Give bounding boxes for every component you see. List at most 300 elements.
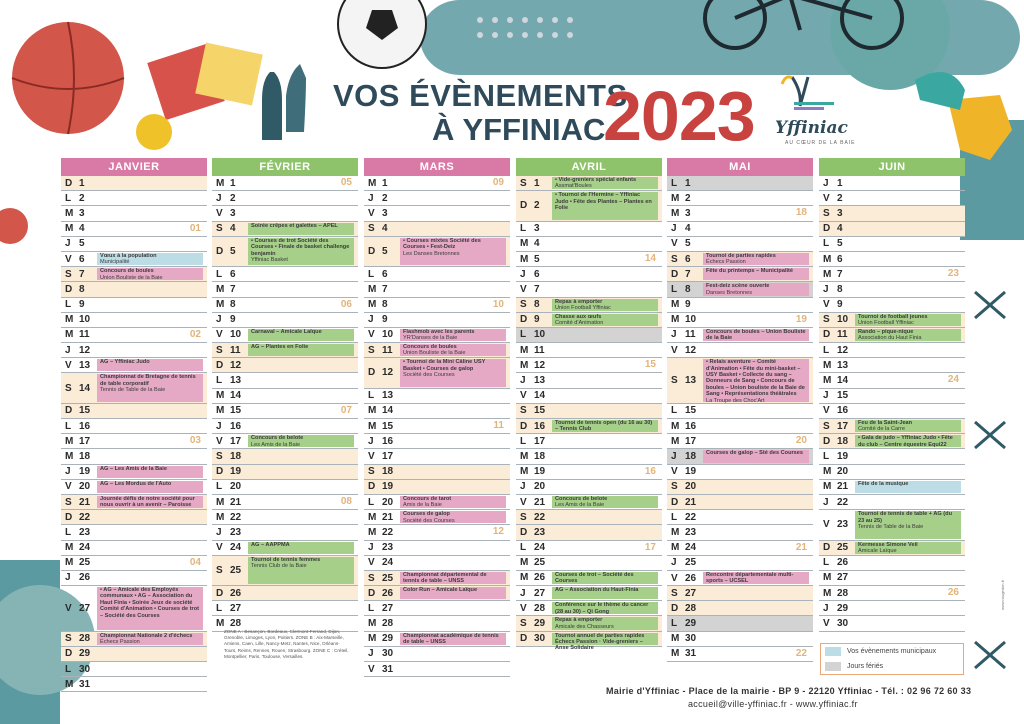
- week-number: 22: [795, 647, 807, 659]
- day-letter: V: [520, 283, 527, 295]
- day-row: [61, 237, 207, 252]
- day-number: 13: [837, 359, 849, 371]
- day-row: [667, 525, 813, 540]
- day-number: 13: [534, 375, 546, 387]
- day-letter: M: [823, 359, 832, 371]
- day-row: [667, 601, 813, 616]
- day-number: 7: [230, 283, 236, 295]
- day-number: 10: [230, 329, 242, 341]
- event-organizer: Yffiniac Basket: [251, 256, 288, 263]
- event-title: • Relais aventure – Comité d'Animation • Fête du mini-basket – USY Basket • Collecte du sang – Donneurs de Sang • Concours de boules – Union bouliste de la Baie de Sang • Représentations théâtrales: [706, 359, 805, 398]
- event-block: [97, 253, 203, 265]
- day-number: 26: [685, 572, 697, 584]
- day-row: [667, 252, 813, 267]
- event-organizer: YR'Danses de la Baie: [403, 335, 458, 342]
- day-letter: V: [823, 618, 830, 630]
- event-block: [855, 511, 961, 538]
- day-number: 11: [382, 344, 393, 356]
- day-letter: V: [65, 481, 72, 493]
- day-row: [212, 206, 358, 221]
- day-number: 16: [230, 420, 242, 432]
- day-letter: M: [823, 375, 832, 387]
- day-number: 12: [837, 344, 849, 356]
- event-organizer: Amicale Laïque: [858, 547, 897, 554]
- day-letter: D: [520, 526, 528, 538]
- day-letter: J: [216, 192, 222, 204]
- day-number: 13: [685, 375, 697, 387]
- event-block: [703, 268, 809, 280]
- event-title: Tournoi de tennis de table + AG (du 23 au 25): [858, 511, 953, 524]
- day-row: [61, 434, 207, 449]
- day-number: 17: [685, 435, 697, 447]
- day-row: [364, 404, 510, 419]
- event-block: [97, 481, 203, 493]
- day-letter: D: [65, 283, 73, 295]
- day-letter: S: [671, 375, 678, 387]
- day-row: [212, 328, 358, 343]
- day-number: 28: [685, 602, 697, 614]
- day-letter: M: [520, 572, 529, 584]
- event-block: [703, 450, 809, 462]
- day-number: 30: [534, 633, 546, 645]
- week-number: 03: [189, 435, 201, 447]
- day-number: 13: [79, 359, 91, 371]
- day-number: 27: [685, 587, 697, 599]
- day-letter: M: [65, 435, 74, 447]
- day-letter: S: [216, 450, 223, 462]
- event-title: Tournoi de tennis open (du 16 au 30) – Tennis Club: [555, 420, 653, 433]
- day-number: 10: [382, 329, 394, 341]
- event-block: [552, 602, 658, 614]
- day-number: 1: [534, 177, 540, 189]
- day-number: 4: [230, 223, 236, 235]
- day-letter: M: [671, 420, 680, 432]
- event-organizer: Société des Courses: [403, 372, 455, 379]
- event-block: [855, 314, 961, 326]
- day-row: [364, 191, 510, 206]
- day-number: 3: [837, 207, 843, 219]
- day-letter: J: [65, 572, 71, 584]
- day-row: [819, 267, 965, 282]
- event-title: Championnat académique de tennis de table – UNSS: [403, 632, 499, 646]
- event-organizer: Union Bouliste de la Baie: [403, 350, 466, 357]
- event-block: [552, 299, 658, 311]
- day-number: 11: [685, 329, 696, 341]
- day-letter: S: [671, 587, 678, 599]
- event-organizer: Tennis de Table de la Baie: [858, 523, 924, 530]
- day-row: [61, 541, 207, 556]
- day-number: 14: [79, 382, 91, 394]
- day-number: 20: [837, 466, 849, 478]
- day-row: [61, 206, 207, 221]
- day-letter: D: [823, 223, 831, 235]
- event-title: Tournoi de football jeunes: [858, 313, 928, 320]
- day-letter: J: [65, 344, 71, 356]
- event-block: [97, 466, 203, 478]
- day-row: [667, 480, 813, 495]
- week-number: 26: [947, 587, 959, 599]
- event-title: Tournoi de tennis femmes: [251, 556, 321, 563]
- day-number: 8: [79, 283, 85, 295]
- day-number: 22: [837, 496, 849, 508]
- day-number: 27: [79, 602, 91, 614]
- day-number: 24: [230, 542, 242, 554]
- day-letter: D: [671, 268, 679, 280]
- day-number: 28: [837, 587, 849, 599]
- month-header: JUIN: [819, 158, 965, 176]
- event-organizer: Union Football Yffiniac: [858, 320, 914, 327]
- day-letter: L: [368, 268, 375, 280]
- day-number: 27: [534, 587, 546, 599]
- month-header: AVRIL: [516, 158, 662, 176]
- day-letter: M: [520, 359, 529, 371]
- day-letter: J: [823, 602, 829, 614]
- day-letter: D: [216, 359, 224, 371]
- day-number: 12: [79, 344, 91, 356]
- event-block: [248, 223, 354, 235]
- week-number: 05: [340, 177, 352, 188]
- event-title: Feu de la Saint-Jean: [858, 420, 913, 426]
- month-column-4: [667, 158, 813, 662]
- day-number: 12: [382, 367, 394, 379]
- day-letter: J: [671, 329, 677, 341]
- day-number: 20: [685, 481, 697, 493]
- day-letter: S: [520, 511, 527, 523]
- day-letter: V: [671, 572, 678, 584]
- event-title: Concours de boules: [403, 344, 457, 351]
- day-row: [364, 267, 510, 282]
- event-title: AG – Plantes en Folie: [251, 344, 309, 351]
- day-number: 29: [382, 633, 394, 645]
- event-title: Concours de tarot: [403, 495, 452, 502]
- day-row: [364, 647, 510, 662]
- day-row: [819, 282, 965, 297]
- day-letter: D: [65, 405, 73, 417]
- day-row: [61, 328, 207, 343]
- day-letter: S: [520, 405, 527, 417]
- month-column-2: [364, 158, 510, 677]
- day-number: 19: [382, 481, 394, 493]
- event-block: [400, 633, 506, 645]
- day-letter: D: [65, 511, 73, 523]
- day-row: [819, 495, 965, 510]
- day-letter: V: [368, 451, 375, 462]
- day-number: 24: [382, 557, 394, 569]
- day-row: [61, 191, 207, 206]
- day-number: 17: [79, 435, 91, 447]
- day-letter: M: [520, 466, 529, 478]
- day-row: [667, 541, 813, 556]
- day-letter: L: [216, 602, 223, 614]
- day-letter: S: [216, 344, 223, 356]
- day-row: [516, 298, 662, 313]
- day-row: [667, 267, 813, 282]
- day-letter: S: [65, 633, 72, 645]
- day-number: 19: [79, 466, 91, 478]
- day-number: 30: [79, 663, 91, 675]
- day-row: [364, 586, 510, 601]
- event-block: [97, 496, 203, 508]
- event-title: AG – Les Mordus de l'Auto: [100, 480, 172, 487]
- day-number: 6: [79, 253, 85, 265]
- day-row: [61, 510, 207, 525]
- day-number: 3: [382, 207, 388, 219]
- day-row: [61, 313, 207, 328]
- day-number: 25: [230, 564, 242, 576]
- day-row: [212, 373, 358, 388]
- day-row: [61, 343, 207, 358]
- day-row: [819, 222, 965, 237]
- day-row: [667, 586, 813, 601]
- event-block: [248, 329, 354, 341]
- event-block: [552, 587, 658, 599]
- day-row: [516, 632, 662, 652]
- day-letter: L: [65, 663, 72, 675]
- day-letter: S: [823, 420, 830, 432]
- legend-swatch-municipal: [825, 647, 841, 656]
- day-row: [819, 191, 965, 206]
- event-block: [855, 420, 961, 432]
- day-letter: L: [65, 526, 72, 538]
- day-letter: D: [671, 496, 679, 508]
- day-letter: J: [216, 526, 222, 538]
- event-block: [248, 542, 354, 554]
- sneaker-icon: [915, 72, 965, 110]
- day-number: 12: [685, 344, 697, 356]
- page-title-year: 2023: [603, 77, 755, 155]
- day-row: [212, 191, 358, 206]
- day-letter: J: [520, 375, 526, 387]
- day-row: [364, 632, 510, 647]
- day-row: [61, 495, 207, 510]
- day-letter: J: [823, 390, 829, 402]
- day-letter: M: [368, 633, 377, 645]
- day-letter: J: [823, 283, 829, 295]
- day-number: 13: [230, 375, 242, 387]
- day-letter: M: [368, 618, 377, 630]
- day-letter: S: [368, 466, 375, 478]
- day-row: [516, 434, 662, 449]
- day-row: [667, 404, 813, 419]
- day-row: [61, 525, 207, 540]
- day-letter: M: [65, 223, 74, 235]
- day-letter: M: [520, 253, 529, 265]
- week-number: 09: [492, 177, 504, 188]
- day-row: [212, 525, 358, 540]
- day-letter: S: [368, 223, 375, 235]
- event-organizer: Assmat'Boules: [555, 183, 592, 190]
- month-column-3: [516, 158, 662, 652]
- event-block: [703, 359, 809, 402]
- day-number: 8: [382, 299, 388, 311]
- day-letter: D: [823, 329, 831, 341]
- day-number: 2: [534, 200, 540, 212]
- day-letter: D: [823, 435, 831, 447]
- day-row: [364, 662, 510, 677]
- day-letter: M: [823, 481, 832, 493]
- day-row: [819, 449, 965, 464]
- day-letter: J: [368, 542, 374, 554]
- event-organizer: Les Amis de la Baie: [555, 502, 605, 509]
- day-number: 21: [534, 496, 546, 508]
- day-letter: V: [65, 359, 72, 371]
- day-row: [819, 586, 965, 601]
- day-row: [61, 358, 207, 373]
- day-letter: M: [520, 238, 529, 250]
- cross-marks-icon: [975, 292, 1005, 668]
- day-number: 7: [685, 268, 691, 280]
- event-block: [248, 238, 354, 265]
- day-row: [364, 343, 510, 358]
- credit: www.rougedon.fr: [1000, 579, 1005, 610]
- day-number: 1: [837, 177, 843, 189]
- day-row: [667, 632, 813, 647]
- page-title-line2: À YFFINIAC: [432, 112, 606, 147]
- day-letter: L: [671, 511, 678, 523]
- day-letter: M: [671, 207, 680, 219]
- day-letter: V: [368, 329, 375, 341]
- event-block: [552, 496, 658, 508]
- day-letter: V: [671, 466, 678, 478]
- day-number: 28: [230, 618, 242, 630]
- event-organizer: Échecs Passion: [100, 639, 140, 646]
- page-title-line1: VOS ÉVÈNEMENTS: [333, 78, 628, 113]
- day-row: [364, 556, 510, 571]
- day-letter: L: [65, 299, 72, 311]
- day-number: 2: [230, 192, 236, 204]
- day-number: 6: [837, 253, 843, 265]
- day-row: [516, 313, 662, 328]
- day-letter: M: [823, 268, 832, 280]
- day-number: 24: [534, 542, 546, 554]
- event-organizer: Tennis Club de la Baie: [251, 563, 307, 570]
- month-column-0: [61, 158, 207, 692]
- day-letter: S: [520, 177, 527, 189]
- event-title: Repas à emporter: [555, 617, 603, 624]
- day-row: [212, 313, 358, 328]
- day-row: [516, 480, 662, 495]
- day-letter: M: [671, 542, 680, 554]
- day-row: [61, 404, 207, 419]
- day-row: [819, 571, 965, 586]
- day-number: 25: [837, 542, 849, 554]
- day-number: 15: [79, 405, 91, 417]
- day-row: [212, 465, 358, 480]
- day-row: [61, 647, 207, 662]
- event-organizer: Tennis de Table de la Baie: [100, 387, 166, 394]
- brand-name: Yffiniac: [775, 118, 848, 138]
- day-row: [819, 434, 965, 449]
- event-title: Carnaval – Amicale Laïque: [251, 328, 322, 335]
- day-row: [516, 267, 662, 282]
- event-block: [248, 344, 354, 356]
- day-number: 27: [837, 572, 849, 584]
- day-number: 7: [382, 283, 388, 295]
- day-letter: J: [368, 314, 374, 326]
- week-number: 15: [644, 359, 656, 371]
- day-number: 10: [534, 329, 546, 341]
- day-row: [516, 343, 662, 358]
- day-number: 26: [382, 587, 394, 599]
- day-letter: V: [65, 602, 72, 614]
- day-number: 19: [837, 450, 849, 462]
- day-letter: M: [671, 435, 680, 447]
- day-letter: V: [520, 390, 527, 402]
- event-title: • Gala de judo – Yffiniac Judo • Fête du club – Centre équestre Equi22: [858, 435, 953, 448]
- day-row: [212, 282, 358, 297]
- day-row: [212, 449, 358, 464]
- day-row: [61, 252, 207, 267]
- day-letter: L: [823, 238, 830, 250]
- event-block: [552, 420, 658, 432]
- tennis-ball-icon: [136, 114, 172, 150]
- day-row: [819, 358, 965, 373]
- day-number: 26: [534, 572, 546, 584]
- day-row: [364, 616, 510, 631]
- day-number: 9: [79, 299, 85, 311]
- day-letter: V: [65, 253, 72, 265]
- week-number: 02: [189, 328, 201, 340]
- day-letter: J: [65, 466, 71, 478]
- event-block: [703, 572, 809, 584]
- event-block: [703, 283, 809, 295]
- legend-holidays: [821, 659, 963, 674]
- day-letter: J: [368, 648, 374, 660]
- day-row: [364, 434, 510, 449]
- event-title: Conférence sur le thème du cancer (28 au 30) – Qi Gong: [555, 602, 649, 615]
- week-number: 08: [340, 495, 352, 507]
- event-title: Vœux à la population: [100, 252, 157, 259]
- day-number: 4: [837, 223, 843, 235]
- day-letter: D: [823, 542, 831, 554]
- day-number: 20: [79, 481, 91, 493]
- day-row: [819, 373, 965, 388]
- day-number: 15: [534, 405, 546, 417]
- day-number: 22: [685, 511, 697, 523]
- event-title: Rencontre départementale multi-sports – UCSEL: [706, 571, 794, 585]
- day-number: 2: [685, 192, 691, 204]
- event-organizer: Amis de la Baie: [403, 502, 442, 509]
- event-title: Concours de boules – Union Bouliste de la Baie: [706, 328, 806, 342]
- day-letter: M: [368, 526, 377, 538]
- event-organizer: Comité de la Carre: [858, 426, 905, 433]
- day-number: 25: [685, 557, 697, 569]
- day-row: [364, 328, 510, 343]
- day-letter: J: [216, 314, 222, 326]
- day-letter: L: [368, 602, 375, 614]
- day-letter: L: [671, 283, 678, 295]
- day-row: [819, 480, 965, 495]
- day-number: 23: [837, 519, 849, 531]
- day-number: 5: [837, 238, 843, 250]
- day-row: [819, 328, 965, 343]
- week-number: 17: [644, 541, 656, 553]
- event-block: [400, 238, 506, 265]
- event-title: Concours de belote: [251, 435, 304, 442]
- week-number: 24: [947, 374, 959, 386]
- day-row: [667, 222, 813, 237]
- event-organizer: Échecs Passion: [706, 259, 746, 266]
- day-number: 30: [382, 648, 394, 660]
- day-letter: M: [368, 511, 377, 523]
- day-number: 12: [230, 359, 242, 371]
- event-title: Color Run – Amicale Laïque: [403, 587, 478, 594]
- legend-swatch-holidays: [825, 662, 841, 671]
- day-letter: D: [216, 245, 224, 257]
- day-number: 8: [837, 283, 843, 295]
- day-row: [212, 510, 358, 525]
- day-number: 20: [230, 481, 242, 493]
